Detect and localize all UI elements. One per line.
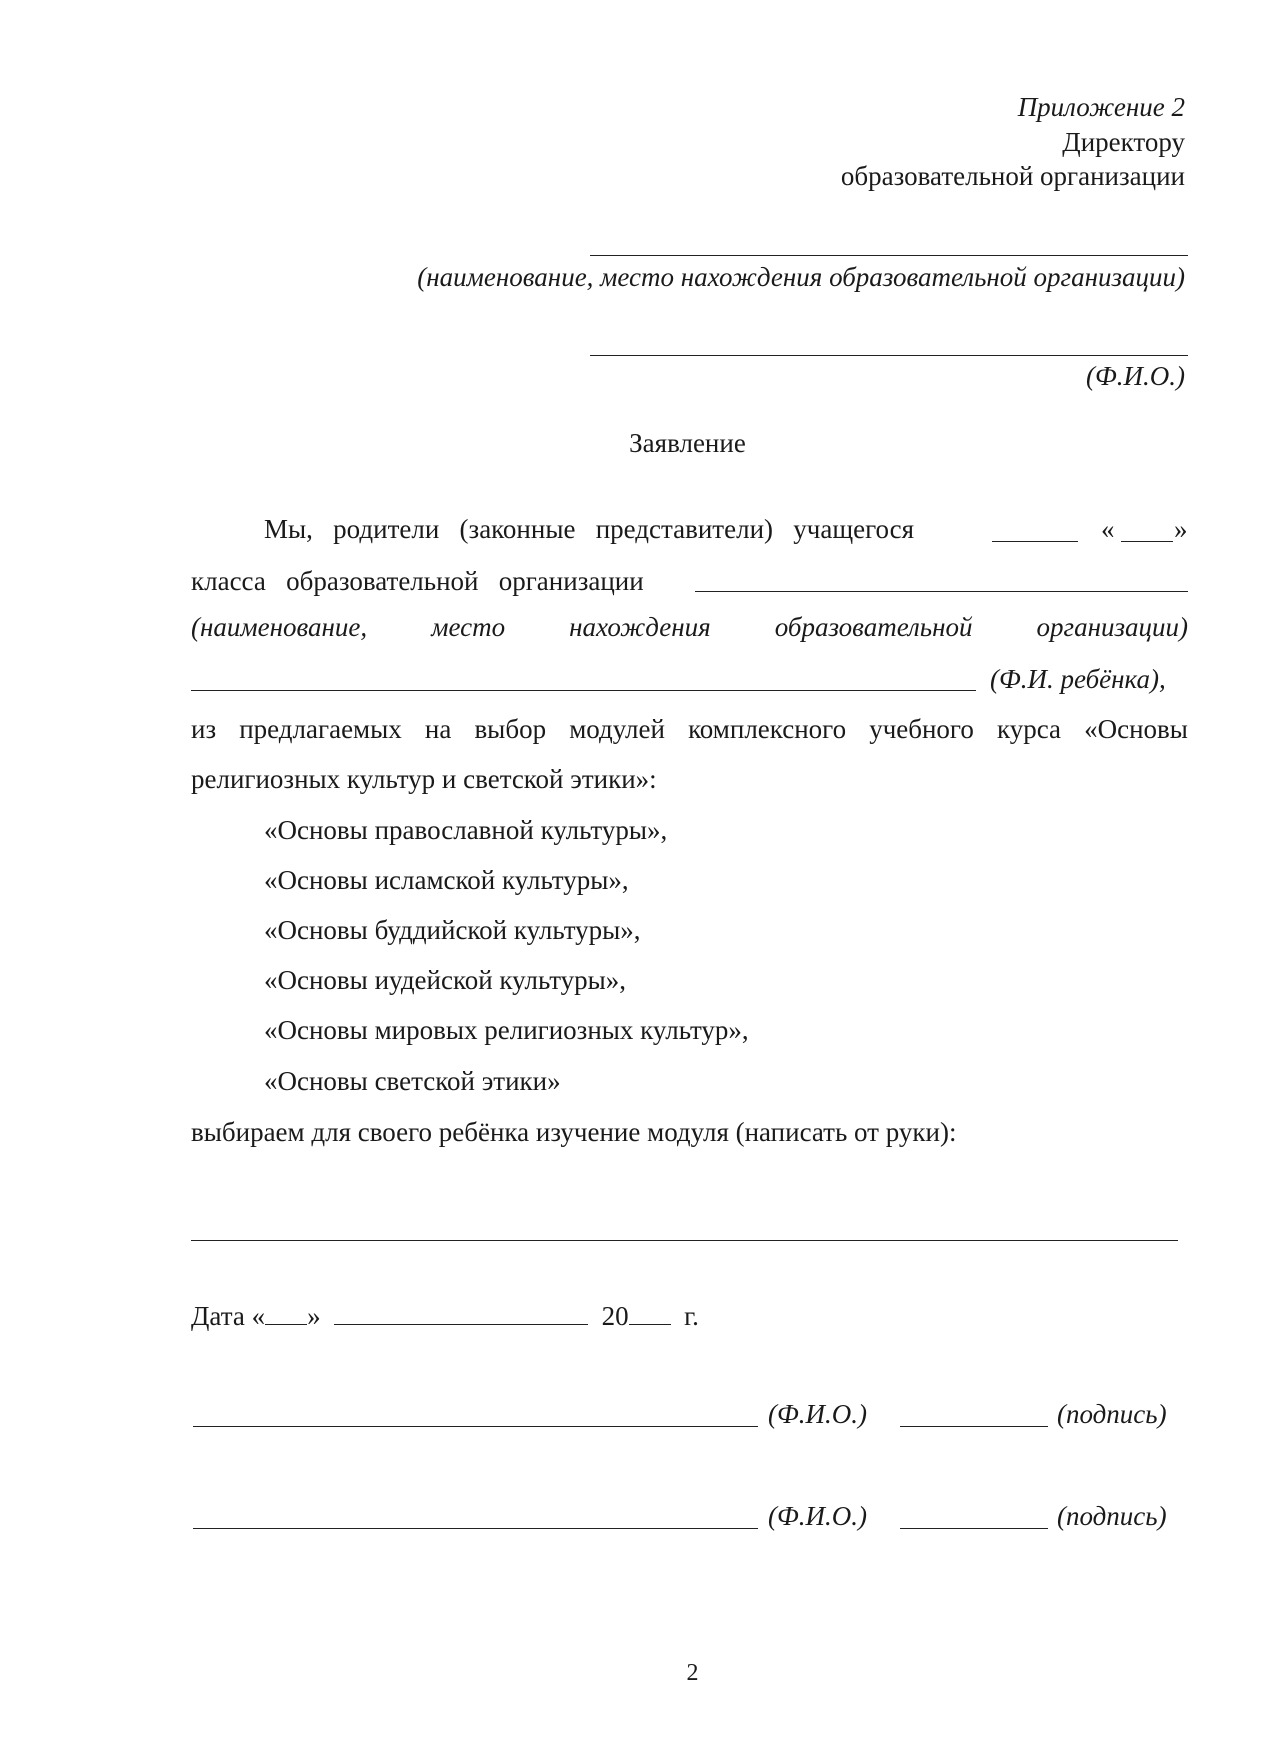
director-fio-caption: (Ф.И.О.) [1086,361,1185,391]
parent1-fio-blank[interactable] [193,1426,758,1427]
quote-open: « [1101,514,1115,544]
intro-line: Мы, родители (законные представители) учащегося [264,514,915,544]
grade-letter-blank[interactable] [1121,541,1173,542]
school-name-blank[interactable] [695,591,1188,592]
module-handwrite-blank[interactable] [191,1240,1178,1241]
date-month-blank[interactable] [334,1302,588,1325]
child-name-caption: (Ф.И. ребёнка), [990,664,1166,694]
course-line-end: религиозных культур и светской этики»: [191,764,657,794]
child-name-blank[interactable] [191,690,976,691]
grade-number-blank[interactable] [992,541,1078,542]
parent2-fio-blank[interactable] [193,1528,758,1529]
course-line: из предлагаемых на выбор модулей комплексного учебного курса «Основы [191,714,1188,744]
module-item: «Основы православной культуры», [264,815,668,845]
director-fio-blank[interactable] [590,355,1188,356]
date-day-blank[interactable] [265,1302,307,1325]
module-item: «Основы буддийской культуры», [264,915,641,945]
school-caption-line: (наименование, место нахождения образовательной организации) [191,612,1188,642]
org-name-caption: (наименование, место нахождения образовательной организации) [417,262,1185,292]
module-item: «Основы иудейской культуры», [264,965,627,995]
parent1-fio-caption: (Ф.И.О.) [768,1399,867,1429]
module-item: «Основы светской этики» [264,1066,561,1096]
recipient-line-2: образовательной организации [840,161,1185,191]
recipient-line-1: Директору [1062,127,1185,157]
parent2-sign-blank[interactable] [900,1528,1048,1529]
parent1-sign-blank[interactable] [900,1426,1048,1427]
class-line: класса образовательной организации [191,566,644,596]
parent2-sign-caption: (подпись) [1057,1501,1167,1531]
date-line: Дата « » 20 г. [191,1301,699,1331]
module-item: «Основы мировых религиозных культур», [264,1015,749,1045]
date-year-blank[interactable] [629,1302,671,1325]
quote-close: » [1174,514,1188,544]
document-title: Заявление [629,428,746,458]
org-name-blank[interactable] [590,255,1188,256]
date-label: Дата « [191,1301,266,1331]
parent2-fio-caption: (Ф.И.О.) [768,1501,867,1531]
choose-module-text: выбираем для своего ребёнка изучение модуля (написать от руки): [191,1117,957,1147]
appendix-label: Приложение 2 [1017,92,1185,122]
page-number: 2 [686,1660,699,1686]
module-item: «Основы исламской культуры», [264,865,629,895]
parent1-sign-caption: (подпись) [1057,1399,1167,1429]
